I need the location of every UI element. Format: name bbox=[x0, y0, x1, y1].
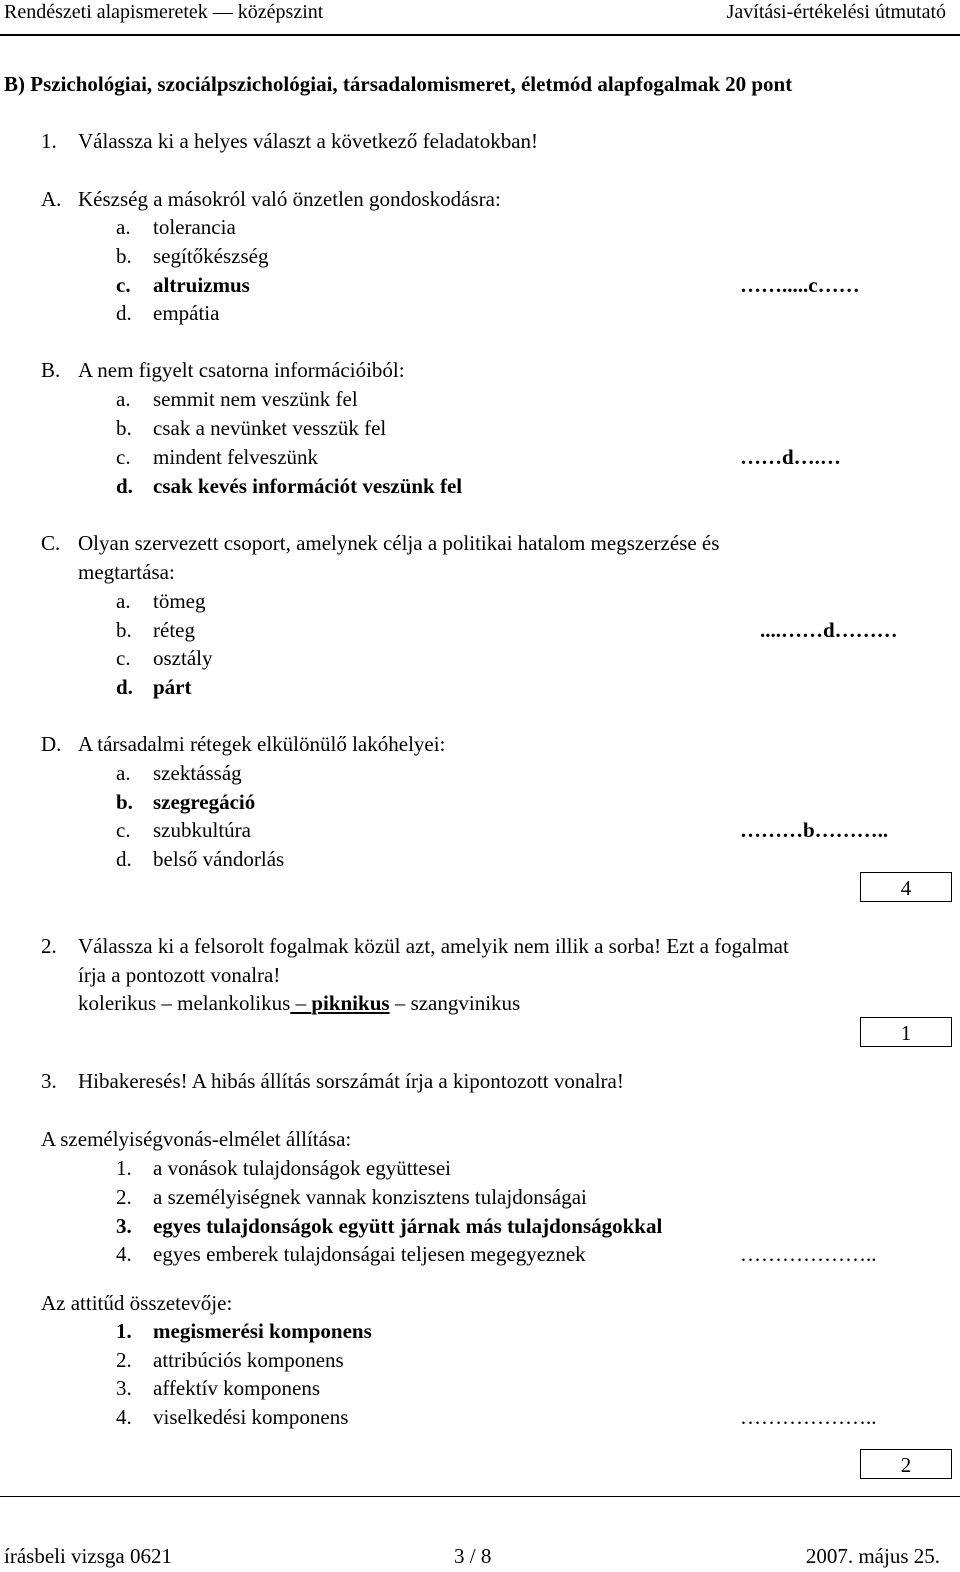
item-number: 2. bbox=[116, 1348, 132, 1372]
question-d-text: A társadalmi rétegek elkülönülő lakóhelyei: bbox=[78, 732, 446, 756]
task3-instruction: Hibakeresés! A hibás állítás sorszámát írja a kipontozott vonalra! bbox=[78, 1069, 624, 1093]
task2-number: 2. bbox=[41, 934, 57, 958]
item-text: egyes emberek tulajdonságai teljesen megegyeznek bbox=[153, 1242, 586, 1266]
term: szangvinikus bbox=[410, 991, 521, 1015]
score-box-task3: 2 bbox=[860, 1449, 952, 1479]
task1-number: 1. bbox=[41, 129, 57, 153]
option-letter: b. bbox=[116, 790, 133, 814]
option-letter: c. bbox=[116, 445, 131, 469]
option-text: szubkultúra bbox=[153, 818, 251, 842]
task2-instruction: Válassza ki a felsorolt fogalmak közül azt, amelyik nem illik a sorba! Ezt a fogalmat bbox=[78, 934, 789, 958]
item-text: attribúciós komponens bbox=[153, 1348, 344, 1372]
term-separator: – bbox=[290, 991, 312, 1015]
item-number: 1. bbox=[116, 1156, 132, 1180]
header-right: Javítási-értékelési útmutató bbox=[726, 1, 946, 23]
item-number: 2. bbox=[116, 1185, 132, 1209]
footer-page-number: 3 / 8 bbox=[454, 1544, 492, 1568]
option-letter: c. bbox=[116, 273, 131, 297]
term-separator: – bbox=[156, 991, 178, 1015]
answer-b: ……d….… bbox=[740, 445, 841, 469]
footer-date: 2007. május 25. bbox=[805, 1544, 940, 1568]
option-letter: c. bbox=[116, 818, 131, 842]
group2-title: Az attitűd összetevője: bbox=[41, 1291, 233, 1315]
option-text-correct: altruizmus bbox=[153, 273, 250, 297]
option-letter: a. bbox=[116, 589, 131, 613]
option-text: belső vándorlás bbox=[153, 847, 285, 871]
score-box-task2: 1 bbox=[860, 1017, 952, 1047]
question-b-letter: B. bbox=[41, 358, 61, 382]
option-letter: d. bbox=[116, 675, 133, 699]
option-text: semmit nem veszünk fel bbox=[153, 387, 358, 411]
item-text: viselkedési komponens bbox=[153, 1405, 349, 1429]
item-number: 1. bbox=[116, 1319, 132, 1343]
option-text: réteg bbox=[153, 618, 195, 642]
term: kolerikus bbox=[78, 991, 157, 1015]
option-text: osztály bbox=[153, 646, 213, 670]
option-letter: d. bbox=[116, 301, 132, 325]
option-text: szektásság bbox=[153, 761, 242, 785]
option-text: segítőkészség bbox=[153, 244, 269, 268]
score-box-task1: 4 bbox=[860, 872, 952, 902]
item-number: 4. bbox=[116, 1405, 132, 1429]
question-c-text: Olyan szervezett csoport, amelynek célja a politikai hatalom megszerzése és bbox=[78, 531, 720, 555]
item-number: 4. bbox=[116, 1242, 132, 1266]
question-c-letter: C. bbox=[41, 531, 61, 555]
task2-terms bbox=[78, 990, 520, 1016]
item-text-correct: megismerési komponens bbox=[153, 1319, 372, 1343]
option-letter: a. bbox=[116, 215, 131, 239]
answer-line-group1: ……………….. bbox=[740, 1242, 877, 1266]
option-text: mindent felveszünk bbox=[153, 445, 319, 469]
option-letter: b. bbox=[116, 416, 132, 440]
option-text-correct: szegregáció bbox=[153, 790, 256, 814]
question-d-letter: D. bbox=[41, 732, 62, 756]
footer-left: írásbeli vizsga 0621 bbox=[4, 1544, 172, 1568]
option-letter: a. bbox=[116, 761, 131, 785]
option-text: csak a nevünket vesszük fel bbox=[153, 416, 387, 440]
term-answer: piknikus bbox=[311, 991, 390, 1015]
task3-number: 3. bbox=[41, 1069, 57, 1093]
question-a-letter: A. bbox=[41, 187, 62, 211]
option-text: tolerancia bbox=[153, 215, 236, 239]
task1-instruction: Válassza ki a helyes választ a következő feladatokban! bbox=[78, 129, 539, 153]
answer-line-group2: ……………….. bbox=[740, 1405, 877, 1429]
section-title: B) Pszichológiai, szociálpszichológiai, társadalomismeret, életmód alapfogalmak 20 pont bbox=[4, 72, 793, 96]
option-letter: d. bbox=[116, 474, 133, 498]
item-text-correct: egyes tulajdonságok együtt járnak más tulajdonságokkal bbox=[153, 1214, 663, 1238]
option-text: tömeg bbox=[153, 589, 206, 613]
option-letter: d. bbox=[116, 847, 132, 871]
option-letter: a. bbox=[116, 387, 131, 411]
item-number: 3. bbox=[116, 1376, 132, 1400]
header-rule bbox=[0, 34, 960, 36]
question-a-text: Készség a másokról való önzetlen gondoskodásra: bbox=[78, 187, 501, 211]
question-c-text-cont: megtartása: bbox=[78, 560, 175, 584]
term-separator: – bbox=[389, 991, 411, 1015]
header-left: Rendészeti alapismeretek — középszint bbox=[4, 1, 324, 23]
answer-a: …….....c…… bbox=[740, 273, 860, 297]
item-number: 3. bbox=[116, 1214, 132, 1238]
answer-d: ………b……….. bbox=[740, 818, 889, 842]
option-text-correct: párt bbox=[153, 675, 192, 699]
footer-rule bbox=[0, 1496, 960, 1497]
question-b-text: A nem figyelt csatorna információiból: bbox=[78, 358, 405, 382]
option-letter: c. bbox=[116, 646, 131, 670]
option-text-correct: csak kevés információt veszünk fel bbox=[153, 474, 463, 498]
option-text: empátia bbox=[153, 301, 220, 325]
option-letter: b. bbox=[116, 618, 132, 642]
answer-c: ....……d……… bbox=[760, 618, 898, 642]
option-letter: b. bbox=[116, 244, 132, 268]
item-text: affektív komponens bbox=[153, 1376, 320, 1400]
group1-title: A személyiségvonás-elmélet állítása: bbox=[41, 1127, 352, 1151]
task2-instruction-cont: írja a pontozott vonalra! bbox=[78, 963, 281, 987]
item-text: a vonások tulajdonságok együttesei bbox=[153, 1156, 452, 1180]
item-text: a személyiségnek vannak konzisztens tulajdonságai bbox=[153, 1185, 587, 1209]
term: melankolikus bbox=[177, 991, 291, 1015]
